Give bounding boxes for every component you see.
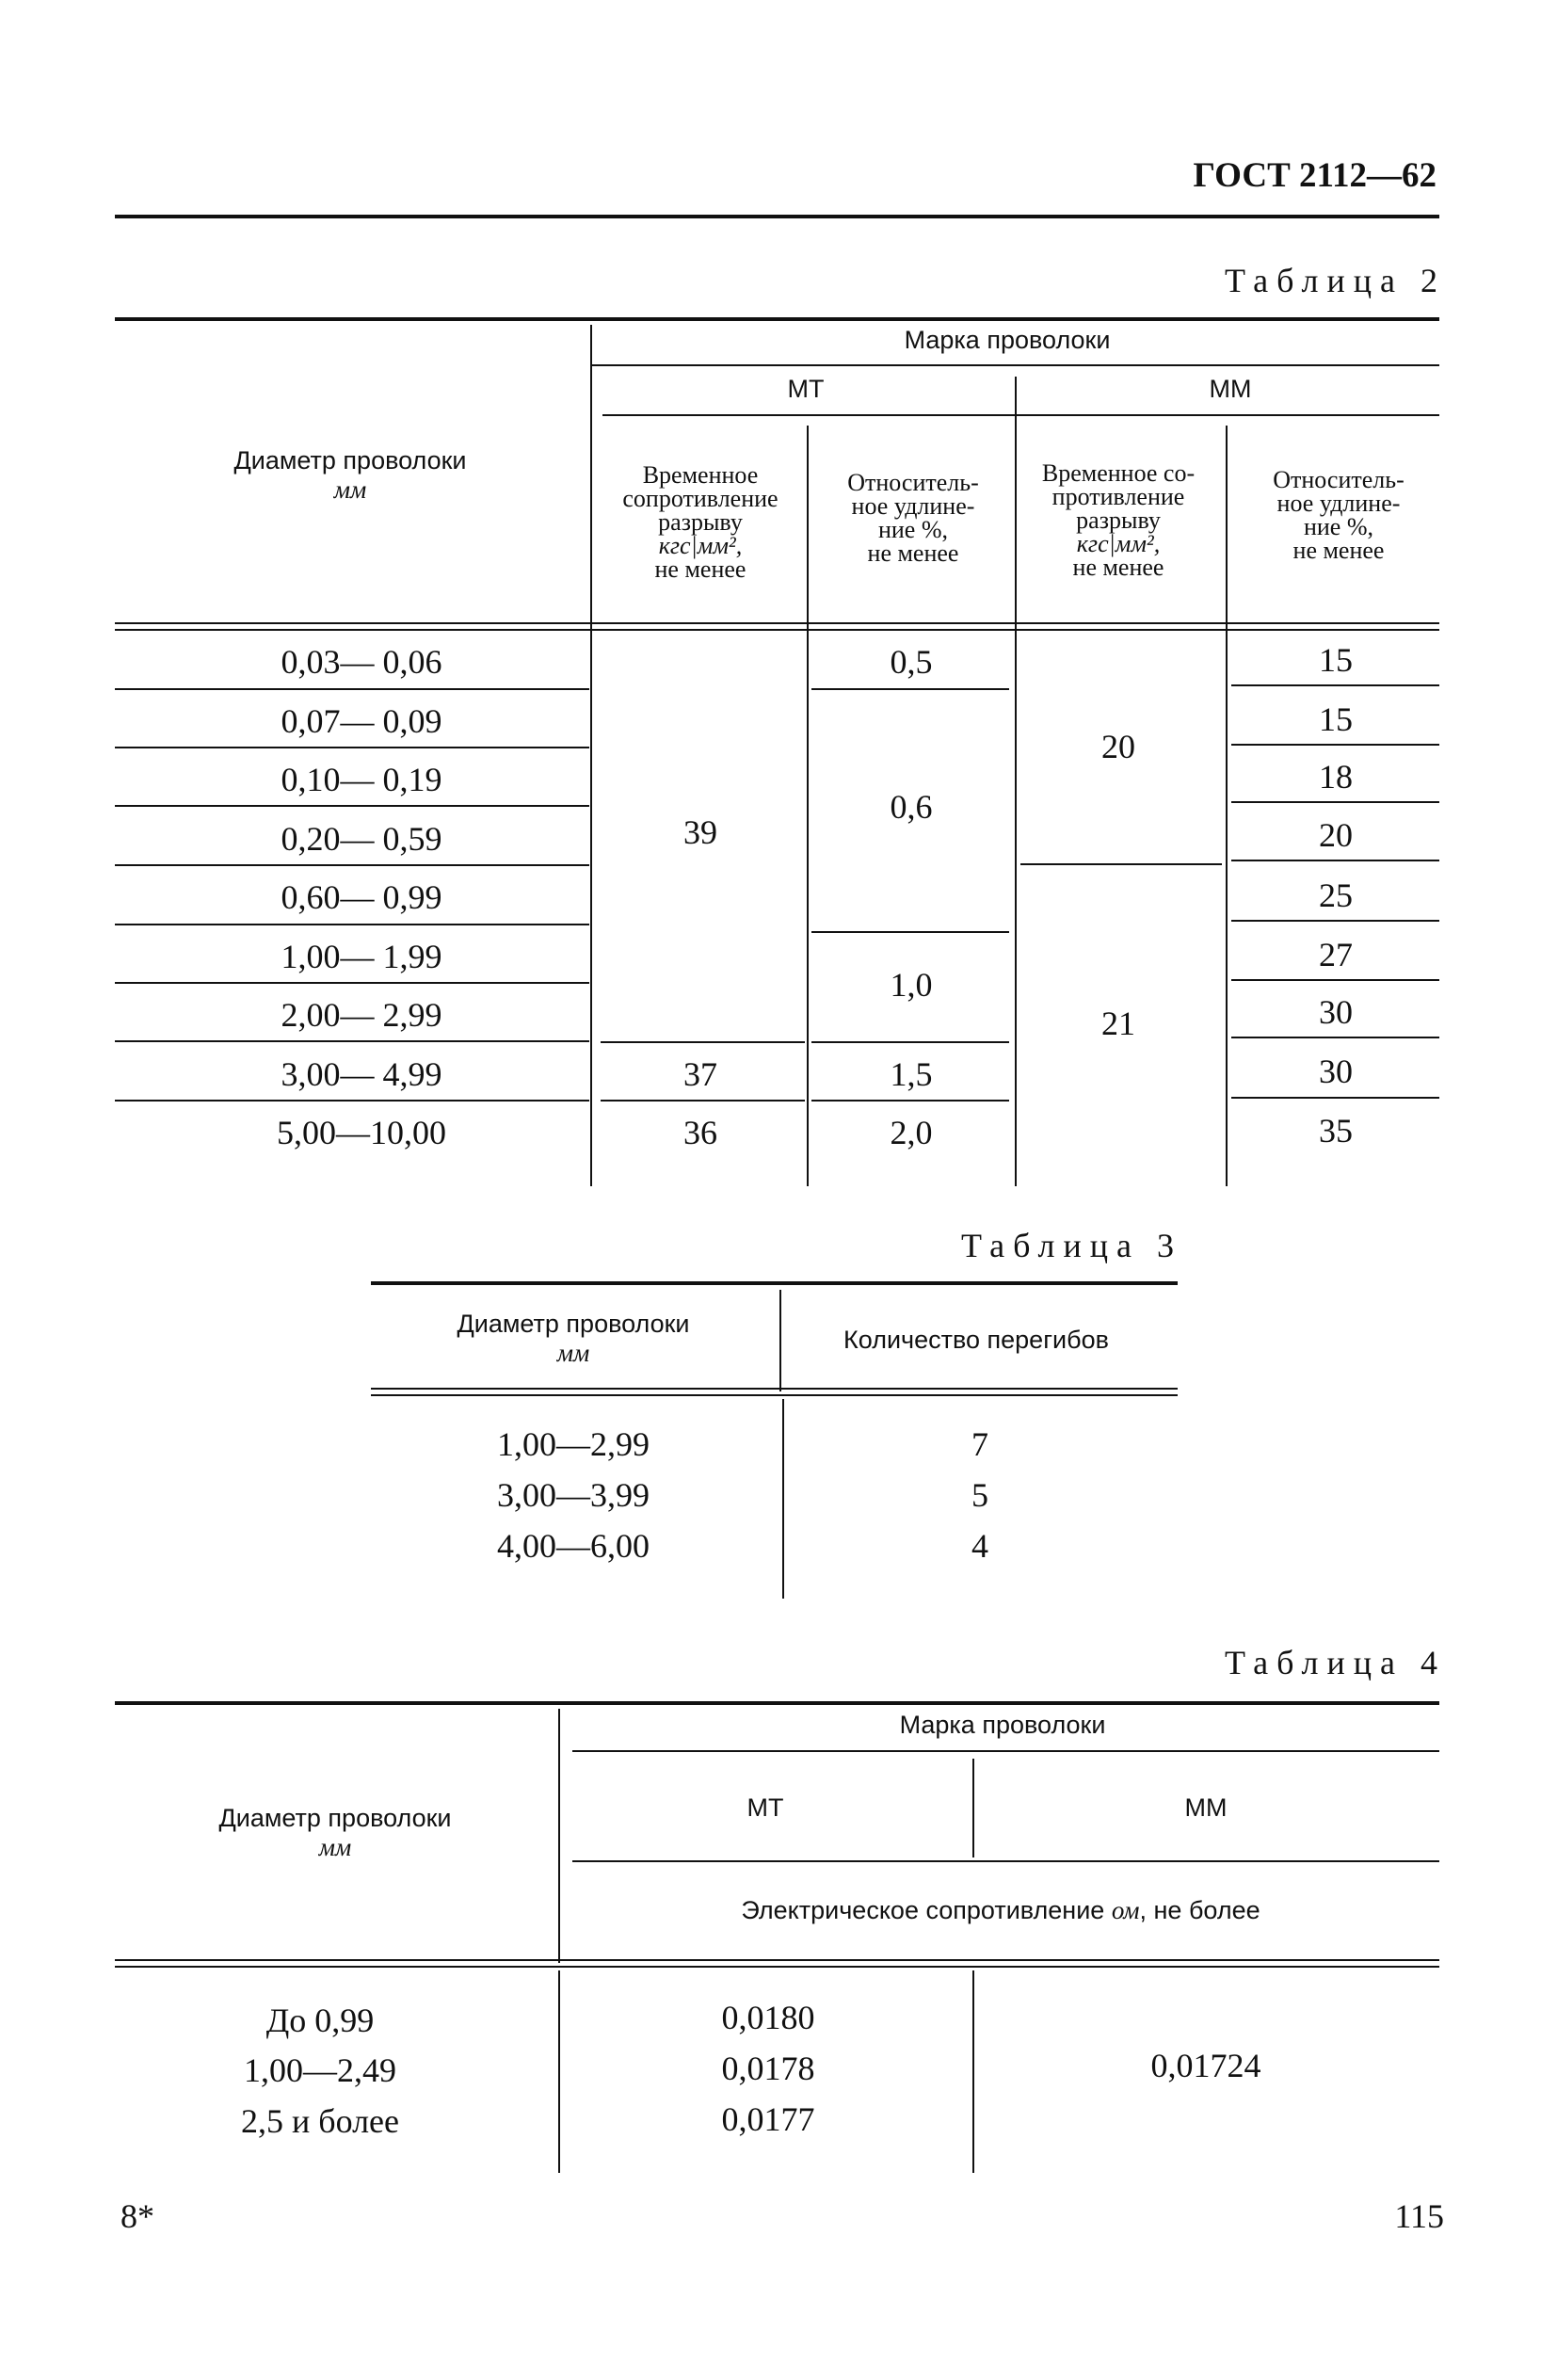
table2-caption: Таблица 2: [1225, 262, 1446, 299]
table2-mm-elongation-value: 30: [1319, 993, 1353, 1031]
table3-bends-header: Количество перегибов: [843, 1326, 1109, 1354]
table2-mm-elongation-value: 35: [1319, 1112, 1353, 1150]
table2-row-diameter: 2,00— 2,99: [281, 996, 442, 1034]
table3-row-bends: 4: [971, 1527, 988, 1565]
table4-diameter-header: Диаметр проволоки мм: [218, 1804, 452, 1861]
table4-resistance-header: Электрическое сопротивление ом, не более: [741, 1896, 1260, 1924]
signature-mark: 8*: [120, 2197, 154, 2235]
table2-diameter-header: Диаметр проволоки мм: [233, 446, 467, 504]
table3-top-rule: [371, 1281, 1178, 1285]
table3-row-diameter: 3,00—3,99: [497, 1476, 650, 1514]
table2-row-diameter: 3,00— 4,99: [281, 1055, 442, 1093]
table2-row-diameter: 0,10— 0,19: [281, 761, 442, 798]
table2-mm-elongation-value: 18: [1319, 758, 1353, 796]
table2-brand-mm: ММ: [1209, 375, 1252, 403]
table2-row-diameter: 5,00—10,00: [277, 1114, 446, 1151]
header-rule: [115, 215, 1439, 218]
table2-row-diameter: 0,07— 0,09: [281, 702, 442, 740]
table2-mm-strength-value: 20: [1101, 728, 1135, 765]
table2-mt-strength-header: Временное сопротивление разрыву кгс|мм², не менее: [622, 461, 778, 583]
table2-mm-strength-header: Временное со- противление разрыву кгс|мм², не менее: [1041, 459, 1196, 581]
table3-caption: Таблица 3: [961, 1227, 1182, 1264]
table2-row-diameter: 0,03— 0,06: [281, 643, 442, 681]
table2-mt-strength-value: 39: [683, 813, 717, 851]
table2-top-rule: [115, 317, 1439, 321]
table2-brand-mt: МТ: [787, 375, 825, 403]
table2-mt-elongation-value: 1,5: [890, 1055, 933, 1093]
table2-mm-elongation-value: 15: [1319, 700, 1353, 738]
table4-top-rule: [115, 1701, 1439, 1705]
table2-brand-header: Марка проволоки: [904, 326, 1111, 354]
table2-mt-elongation-value: 2,0: [890, 1114, 933, 1151]
table2-mt-strength-value: 36: [683, 1114, 717, 1151]
table3-row-bends: 5: [971, 1476, 988, 1514]
table2-row-diameter: 0,60— 0,99: [281, 878, 442, 916]
table4-row-diameter: До 0,99: [265, 2002, 375, 2039]
table2-mm-elongation-header: Относитель- ное удлине- ние %, не менее: [1273, 466, 1405, 564]
table4-mt-value: 0,0177: [721, 2100, 815, 2138]
table4-brand-mm: ММ: [1184, 1793, 1228, 1822]
table4-mt-value: 0,0180: [721, 1999, 815, 2036]
table4-brand-header: Марка проволоки: [899, 1711, 1106, 1739]
table2-mt-elongation-value: 1,0: [890, 966, 933, 1004]
table2-mt-elongation-value: 0,5: [890, 643, 933, 681]
table3-row-diameter: 1,00—2,99: [497, 1425, 650, 1463]
page-number: 115: [1394, 2197, 1444, 2235]
table4-caption: Таблица 4: [1225, 1644, 1446, 1681]
table3-diameter-header: Диаметр проволоки мм: [457, 1310, 690, 1367]
table2-row-diameter: 1,00— 1,99: [281, 938, 442, 975]
table4-brand-mt: МТ: [746, 1793, 784, 1822]
table2-mm-strength-value: 21: [1101, 1005, 1135, 1042]
table2-row-diameter: 0,20— 0,59: [281, 820, 442, 858]
table2-mm-elongation-value: 25: [1319, 876, 1353, 914]
table2-mm-elongation-value: 30: [1319, 1053, 1353, 1090]
table4-row-diameter: 2,5 и более: [240, 2102, 400, 2140]
table2-mt-elongation-header: Относитель- ное удлине- ние %, не менее: [847, 469, 979, 567]
table4-row-diameter: 1,00—2,49: [244, 2051, 396, 2089]
table2-mm-elongation-value: 15: [1319, 641, 1353, 679]
table2-mm-elongation-value: 27: [1319, 936, 1353, 973]
table3-row-diameter: 4,00—6,00: [497, 1527, 650, 1565]
table2-mm-elongation-value: 20: [1319, 816, 1353, 854]
table3-row-bends: 7: [971, 1425, 988, 1463]
table4-mm-value: 0,01724: [1150, 2047, 1261, 2084]
table2-mt-strength-value: 37: [683, 1055, 717, 1093]
table2-mt-elongation-value: 0,6: [890, 788, 933, 826]
table4-mt-value: 0,0178: [721, 2050, 815, 2087]
document-code: ГОСТ 2112—62: [1193, 156, 1437, 195]
